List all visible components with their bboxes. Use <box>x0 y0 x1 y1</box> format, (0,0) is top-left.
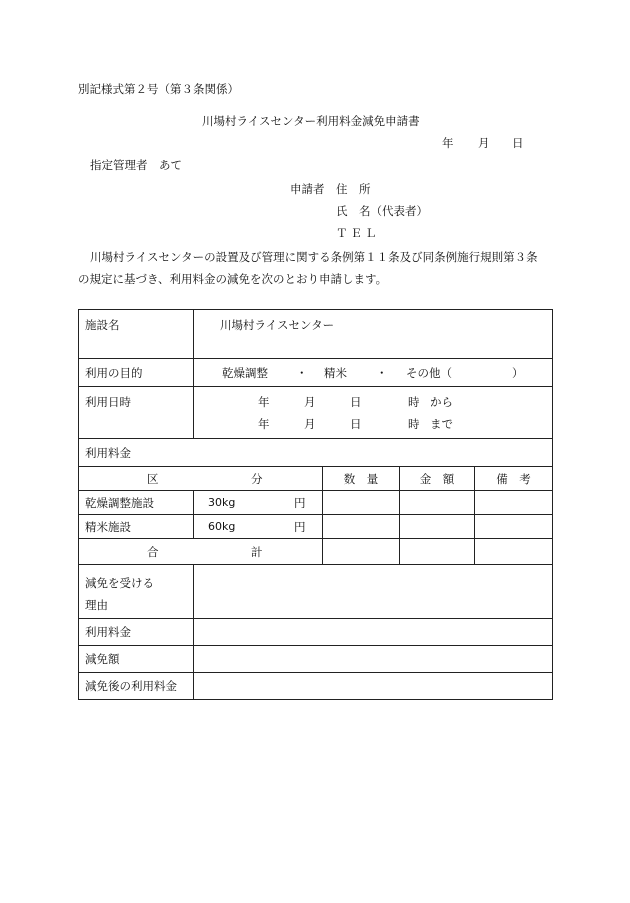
total-label-b: 計 <box>251 544 263 559</box>
reason-label-line-1: 減免を受ける <box>85 576 154 590</box>
row-name: 精米施設 <box>79 515 194 539</box>
datetime-values[interactable] <box>194 387 553 439</box>
datetime-row <box>79 387 553 439</box>
row-unit <box>194 515 323 539</box>
total-row <box>79 539 553 565</box>
total-amount[interactable] <box>400 539 475 565</box>
row-quantity[interactable] <box>323 515 400 539</box>
fee-value[interactable] <box>194 619 553 646</box>
row-unit <box>194 491 323 515</box>
applicant-address-label: 住 所 <box>336 182 371 196</box>
reduction-value[interactable] <box>194 646 553 673</box>
application-table <box>78 309 553 700</box>
dt-to-month: 月 <box>304 416 316 431</box>
after-fee-value[interactable] <box>194 673 553 700</box>
dt-from-day: 日 <box>350 394 362 409</box>
dt-to-year: 年 <box>258 416 270 431</box>
after-fee-row <box>79 673 553 700</box>
facility-label: 施設名 <box>79 310 194 359</box>
table-row <box>79 491 553 515</box>
body-line-2: の規定に基づき、利用料金の減免を次のとおり申請します。 <box>78 272 388 286</box>
body-line-1: 川場村ライスセンターの設置及び管理に関する条例第１１条及び同条例施行規則第３条 <box>90 250 538 264</box>
col-header-quantity: 数 量 <box>323 467 400 491</box>
purpose-options[interactable] <box>194 359 553 387</box>
fee-row <box>79 619 553 646</box>
dt-from-suffix: から <box>430 394 453 409</box>
reason-label <box>79 565 194 619</box>
fee-header-row <box>79 467 553 491</box>
col-header-amount: 金 額 <box>400 467 475 491</box>
purpose-label: 利用の目的 <box>79 359 194 387</box>
col-header-category <box>79 467 323 491</box>
dt-from-year: 年 <box>258 394 270 409</box>
purpose-dot-1: ・ <box>296 365 308 380</box>
purpose-dot-2: ・ <box>376 365 388 380</box>
reason-row <box>79 565 553 619</box>
col-header-ku: 区 <box>147 471 159 486</box>
facility-row <box>79 310 553 359</box>
row-unit-yen: 円 <box>294 519 306 534</box>
dt-to-suffix: まで <box>430 416 453 431</box>
purpose-drying[interactable]: 乾燥調整 <box>222 365 268 380</box>
after-fee-label: 減免後の利用料金 <box>79 673 194 700</box>
col-header-remarks: 備 考 <box>475 467 553 491</box>
col-header-bun: 分 <box>251 471 263 486</box>
row-amount[interactable] <box>400 491 475 515</box>
dt-from-hour: 時 <box>408 394 420 409</box>
date-year: 年 <box>442 136 454 150</box>
date-day: 日 <box>512 136 524 150</box>
purpose-other[interactable]: その他（ <box>406 365 452 380</box>
applicant-label: 申請者 <box>290 182 325 196</box>
date-month: 月 <box>478 136 490 150</box>
form-title: 川場村ライスセンター利用料金減免申請書 <box>202 114 420 128</box>
applicant-tel-label: ＴＥＬ <box>336 226 380 240</box>
row-unit-size: 30kg <box>208 495 236 509</box>
dt-to-hour: 時 <box>408 416 420 431</box>
row-unit-yen: 円 <box>294 495 306 510</box>
purpose-row <box>79 359 553 387</box>
total-label <box>79 539 323 565</box>
reduction-row <box>79 646 553 673</box>
total-quantity[interactable] <box>323 539 400 565</box>
purpose-polishing[interactable]: 精米 <box>324 365 347 380</box>
form-number: 別記様式第２号（第３条関係） <box>78 82 239 96</box>
fee-section-row <box>79 439 553 467</box>
fee-label: 利用料金 <box>79 619 194 646</box>
total-remarks[interactable] <box>475 539 553 565</box>
reason-label-line-2: 理由 <box>85 598 108 612</box>
reason-value[interactable] <box>194 565 553 619</box>
row-unit-size: 60kg <box>208 519 236 533</box>
total-label-a: 合 <box>147 544 159 559</box>
dt-to-day: 日 <box>350 416 362 431</box>
row-remarks[interactable] <box>475 515 553 539</box>
dt-from-month: 月 <box>304 394 316 409</box>
row-name: 乾燥調整施設 <box>79 491 194 515</box>
row-quantity[interactable] <box>323 491 400 515</box>
reduction-label: 減免額 <box>79 646 194 673</box>
datetime-label: 利用日時 <box>79 387 194 439</box>
row-amount[interactable] <box>400 515 475 539</box>
fee-section-label: 利用料金 <box>79 439 553 467</box>
table-row <box>79 515 553 539</box>
row-remarks[interactable] <box>475 491 553 515</box>
purpose-other-close: ） <box>512 365 524 380</box>
addressee: 指定管理者 あて <box>90 158 182 172</box>
applicant-name-label: 氏 名（代表者） <box>336 204 428 218</box>
facility-value[interactable]: 川場村ライスセンター <box>194 310 553 359</box>
